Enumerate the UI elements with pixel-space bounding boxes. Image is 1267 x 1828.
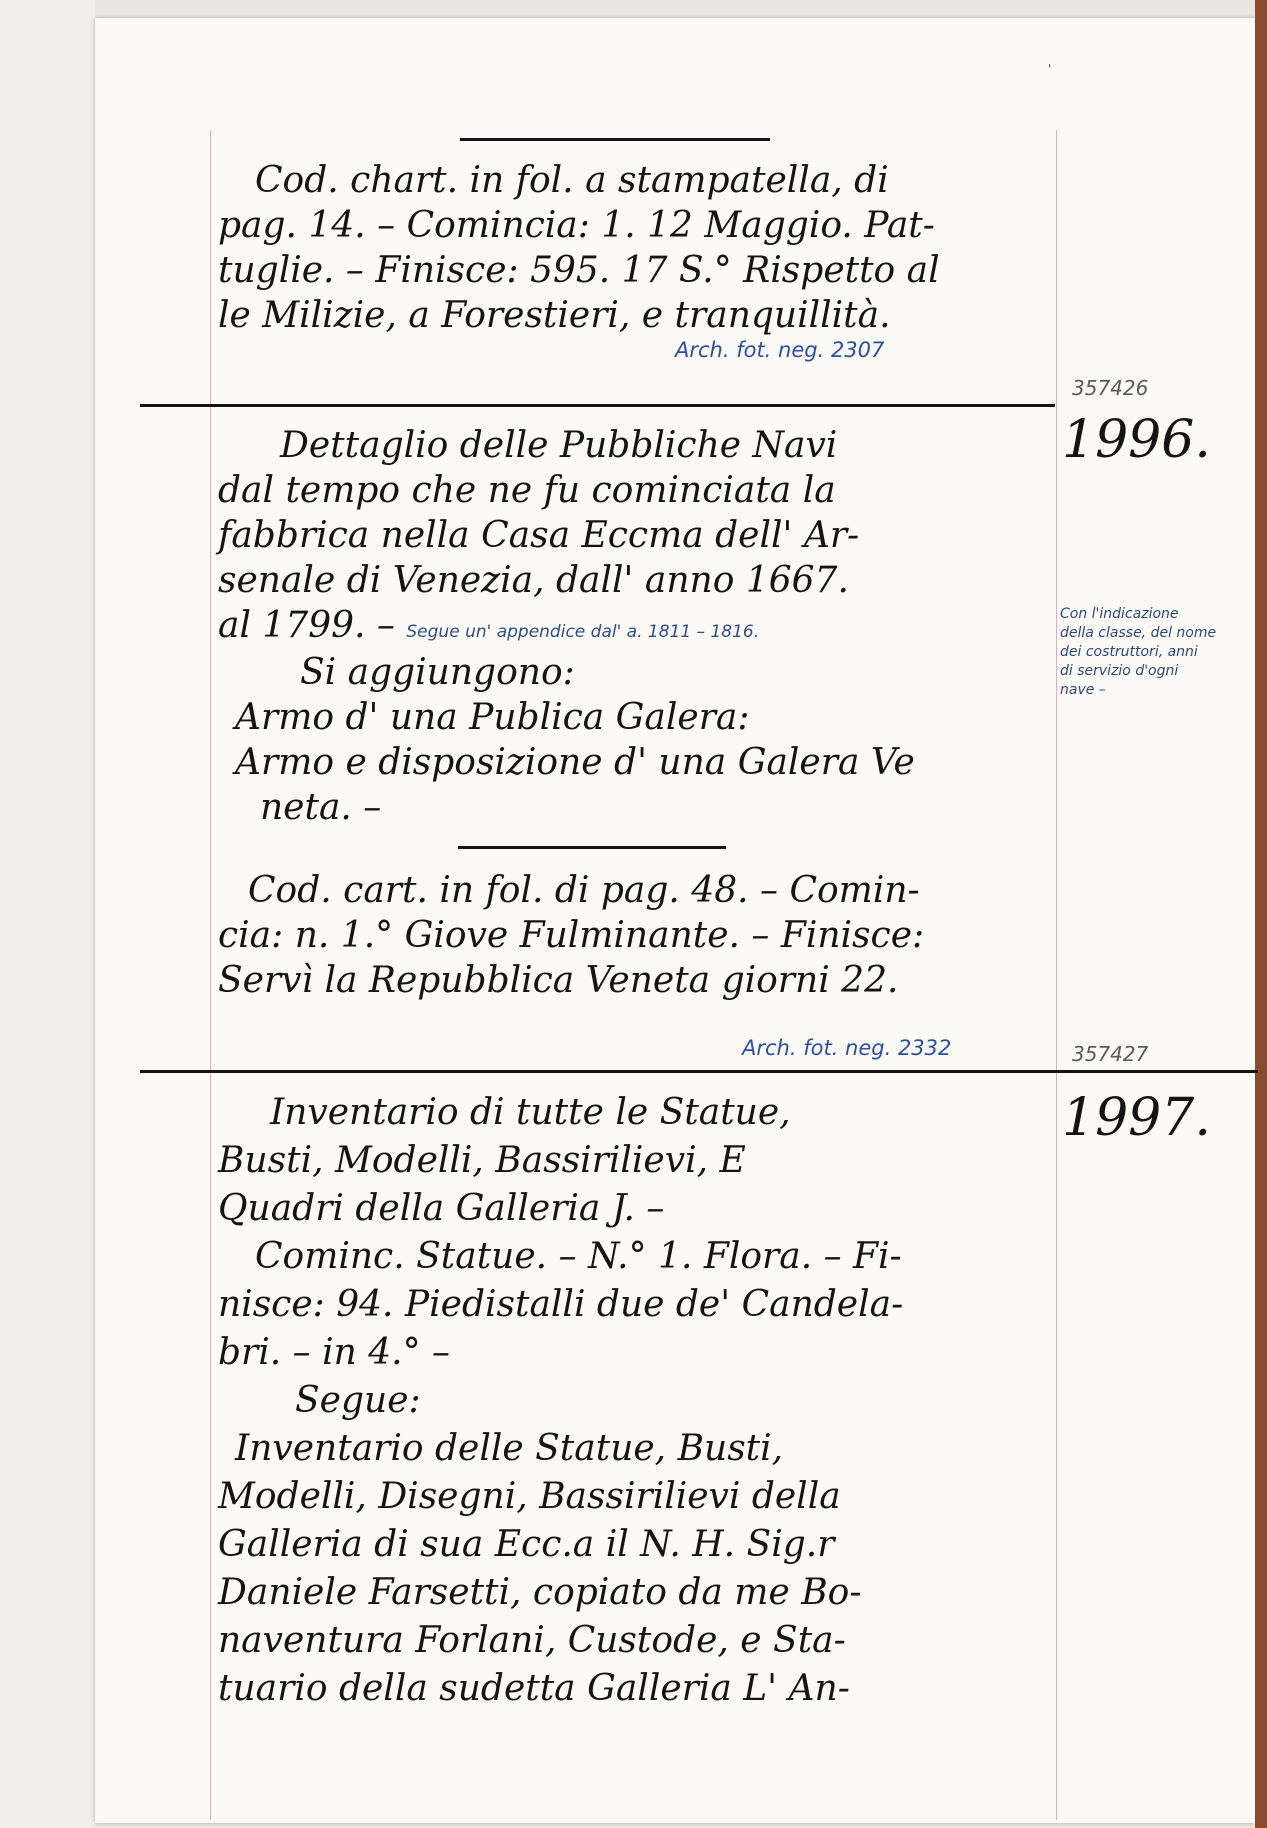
- entry-1996-description: Servì la Repubblica Veneta giorni 22.: [218, 960, 899, 1001]
- entry-1996-description: cia: n. 1.° Giove Fulminante. – Finisce:: [218, 915, 925, 956]
- left-margin-rule: [210, 130, 211, 1820]
- side-note-line: di servizio d'ogni: [1060, 663, 1179, 679]
- entry-1996-added-line: Armo d' una Publica Galera:: [235, 697, 750, 738]
- side-note-line: Con l'indicazione: [1060, 606, 1179, 622]
- entry-1997-line: naventura Forlani, Custode, e Sta-: [218, 1620, 846, 1661]
- entry-1997-line: tuario della sudetta Galleria L' An-: [218, 1668, 850, 1709]
- entry-1995-line: Cod. chart. in fol. a stampatella, di: [255, 160, 889, 201]
- entry-1996-added-line: Si aggiungono:: [300, 652, 575, 693]
- entry-1996-line: fabbrica nella Casa Eccma dell' Ar-: [218, 515, 860, 556]
- margin-side-note: [1060, 605, 1255, 700]
- entry-1997-line: Cominc. Statue. – N.° 1. Flora. – Fi-: [255, 1236, 902, 1277]
- entry-number: 1996.: [1062, 410, 1211, 470]
- inventory-number: 357427: [1072, 1042, 1149, 1066]
- entry-number: 1997.: [1062, 1088, 1211, 1148]
- entry-1997-line: Busti, Modelli, Bassirilievi, E: [218, 1140, 746, 1181]
- entry-1996-description: Cod. cart. in fol. di pag. 48. – Comin-: [248, 870, 920, 911]
- inventory-number: 357426: [1072, 376, 1149, 400]
- entry-1996-line: [218, 605, 759, 646]
- entry-divider: [140, 404, 1055, 407]
- entry-1996-added-line: neta. –: [260, 787, 382, 828]
- entry-1997-line: nisce: 94. Piedistalli due de' Candela-: [218, 1284, 904, 1325]
- entry-1997-line: Inventario di tutte le Statue,: [270, 1092, 791, 1133]
- entry-1996-line: Dettaglio delle Pubbliche Navi: [280, 425, 838, 466]
- entry-divider: [140, 1070, 1258, 1073]
- binding-edge: [1255, 0, 1267, 1828]
- entry-1996-added-line: Armo e disposizione d' una Galera Ve: [235, 742, 915, 783]
- page-gutter: [0, 0, 95, 1828]
- archive-note: Arch. fot. neg. 2307: [675, 338, 885, 362]
- entry-1997-line: Quadri della Galleria J. –: [218, 1188, 665, 1229]
- entry-1997-line: bri. – in 4.° –: [218, 1332, 451, 1373]
- side-note-line: dei costruttori, anni: [1060, 644, 1198, 660]
- side-note-line: nave –: [1060, 682, 1106, 698]
- entry-1997-line: Segue:: [295, 1380, 421, 1421]
- entry-1997-line: Inventario delle Statue, Busti,: [235, 1428, 784, 1469]
- page-mark: ': [1048, 62, 1052, 76]
- entry-1996-line-text: al 1799. –: [218, 605, 395, 646]
- side-note-line: della classe, del nome: [1060, 625, 1217, 641]
- entry-1997-line: Galleria di sua Ecc.a il N. H. Sig.r: [218, 1524, 835, 1565]
- entry-1997-line: Modelli, Disegni, Bassirilievi della: [218, 1476, 841, 1517]
- archive-note: Arch. fot. neg. 2332: [742, 1036, 952, 1060]
- entry-1995-line: tuglie. – Finisce: 595. 17 S.° Rispetto al: [218, 250, 940, 291]
- entry-1996-line: senale di Venezia, dall' anno 1667.: [218, 560, 849, 601]
- entry-1995-line: le Milizie, a Forestieri, e tranquillità.: [218, 295, 891, 336]
- inline-note: Segue un' appendice dal' a. 1811 – 1816.: [406, 622, 760, 642]
- section-divider-short: [458, 846, 726, 849]
- entry-1996-line: dal tempo che ne fu cominciata la: [218, 470, 836, 511]
- right-margin-rule: [1056, 130, 1057, 1820]
- section-divider-short: [460, 138, 770, 141]
- entry-1997-line: Daniele Farsetti, copiato da me Bo-: [218, 1572, 862, 1613]
- entry-1995-line: pag. 14. – Comincia: 1. 12 Maggio. Pat-: [218, 205, 935, 246]
